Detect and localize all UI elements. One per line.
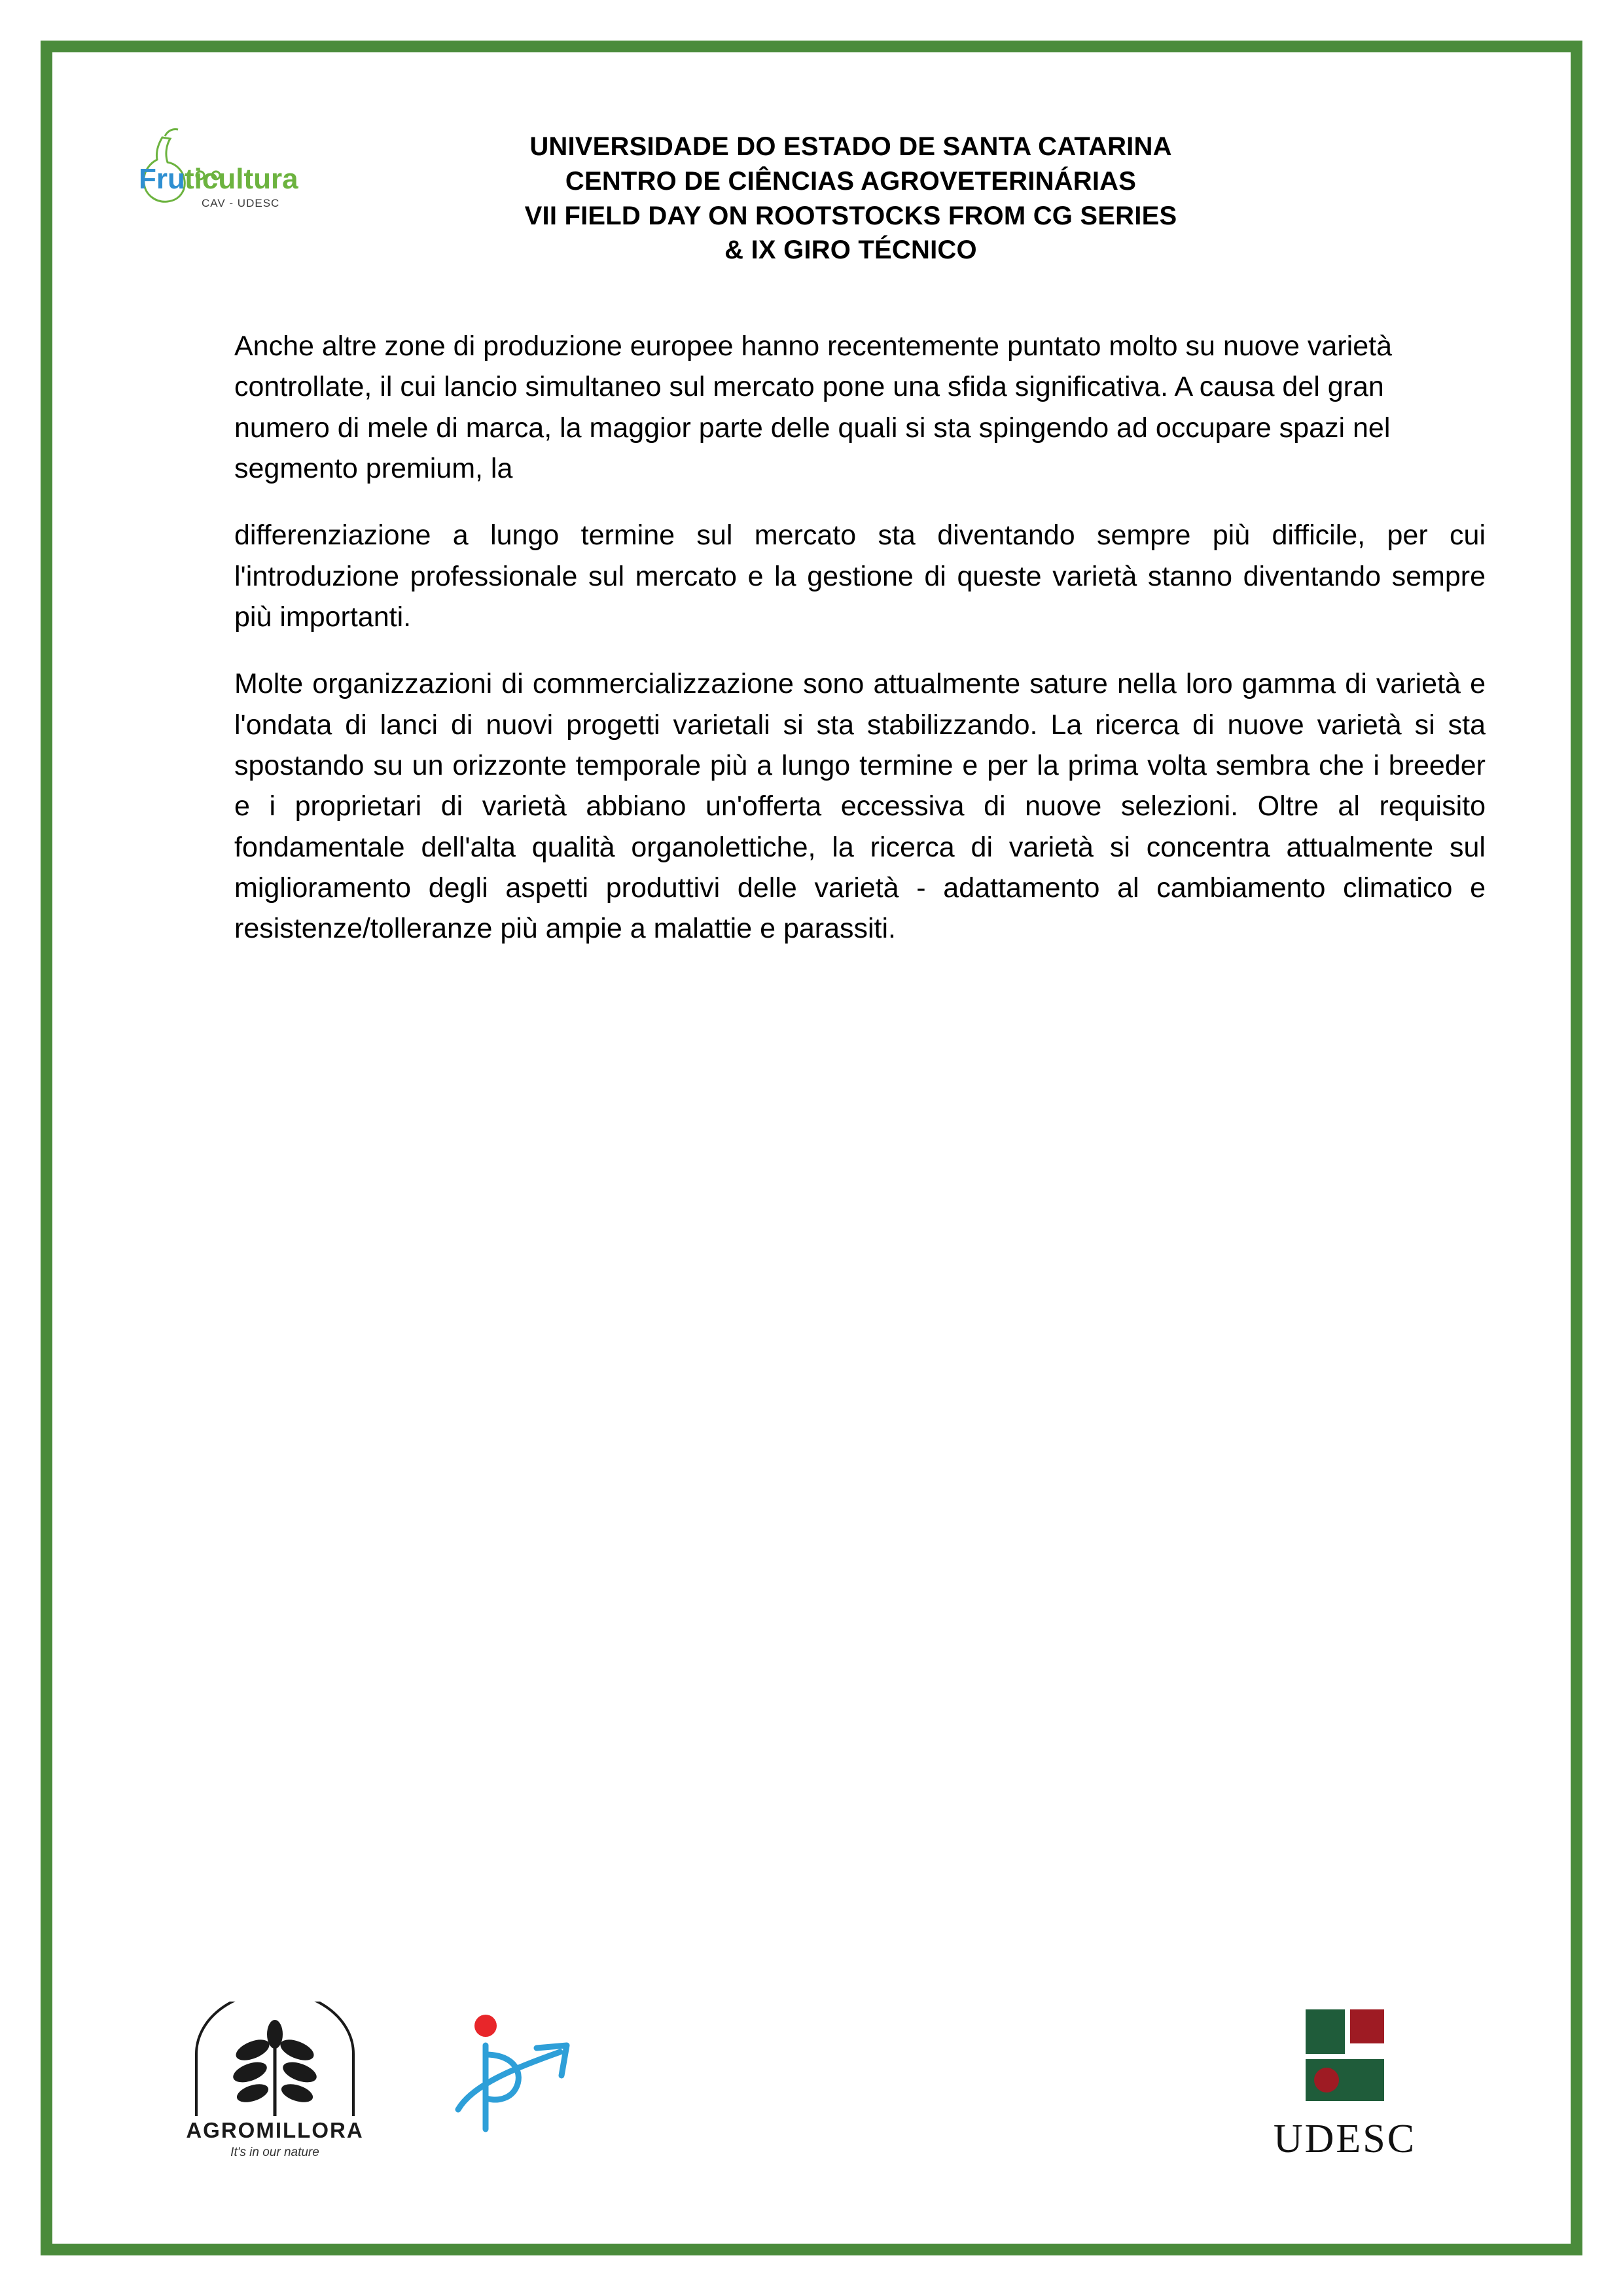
udesc-name: UDESC [1273, 2117, 1417, 2161]
udesc-logo [1247, 2003, 1443, 2166]
document-header [52, 105, 1571, 301]
agromillora-logo [170, 2002, 380, 2165]
svg-text:Fru: Fru [139, 163, 185, 195]
header-title-line-3: VII FIELD DAY ON ROOTSTOCKS FROM CG SERIES [524, 201, 1177, 230]
header-title-block [340, 130, 1361, 268]
header-title-line-2: CENTRO DE CIÊNCIAS AGROVETERINÁRIAS [565, 166, 1137, 196]
svg-text:CAV - UDESC: CAV - UDESC [202, 197, 280, 209]
document-body [234, 326, 1486, 976]
header-title-line-4: & IX GIRO TÉCNICO [724, 236, 977, 265]
page-border [41, 41, 1582, 2255]
page-content [52, 52, 1571, 2244]
arrow-logo [438, 2011, 596, 2149]
paragraph-3: Molte organizzazioni di commercializzazione sono attualmente sature nella loro gamma di varietà e l'ondata di lanci di nuovi progetti varietali si sta stabilizzando. La ricerca di nuove varietà si sta spostando su un orizzonte temporale più a lungo termine e per la prima volta sembra che i breeder e i proprietari di varietà abbiano un'offerta eccessiva di nuove selezioni. Oltre al requisito fondamentale dell'alta qualità organolettiche, la ricerca di varietà si concentra attualmente sul miglioramento degli aspetti produttivi delle varietà - adattamento al cambiamento climatico e resistenze/tolleranze più ampie a malattie e parassiti. [234, 668, 1486, 945]
agromillora-name: AGROMILLORA [186, 2118, 364, 2142]
header-title-line-1: UNIVERSIDADE DO ESTADO DE SANTA CATARINA [529, 132, 1172, 161]
paragraph-1: Anche altre zone di produzione europee hanno recentemente puntato molto su nuove varietà controllate, il cui lancio simultaneo sul mercato pone una sfida significativa. A causa del gran numero di mele di marca, la maggior parte delle quali si sta spingendo ad occupare spazi nel segmento premium, la [234, 330, 1392, 485]
svg-text:ticultura: ticultura [185, 163, 298, 195]
document-footer [52, 1995, 1571, 2204]
paragraph-2: differenziazione a lungo termine sul mercato sta diventando sempre più difficile, per cui l'introduzione professionale sul mercato e la gestione di queste varietà stanno diventando sempre più importanti. [234, 520, 1486, 633]
agromillora-tagline: It's in our nature [230, 2146, 319, 2159]
